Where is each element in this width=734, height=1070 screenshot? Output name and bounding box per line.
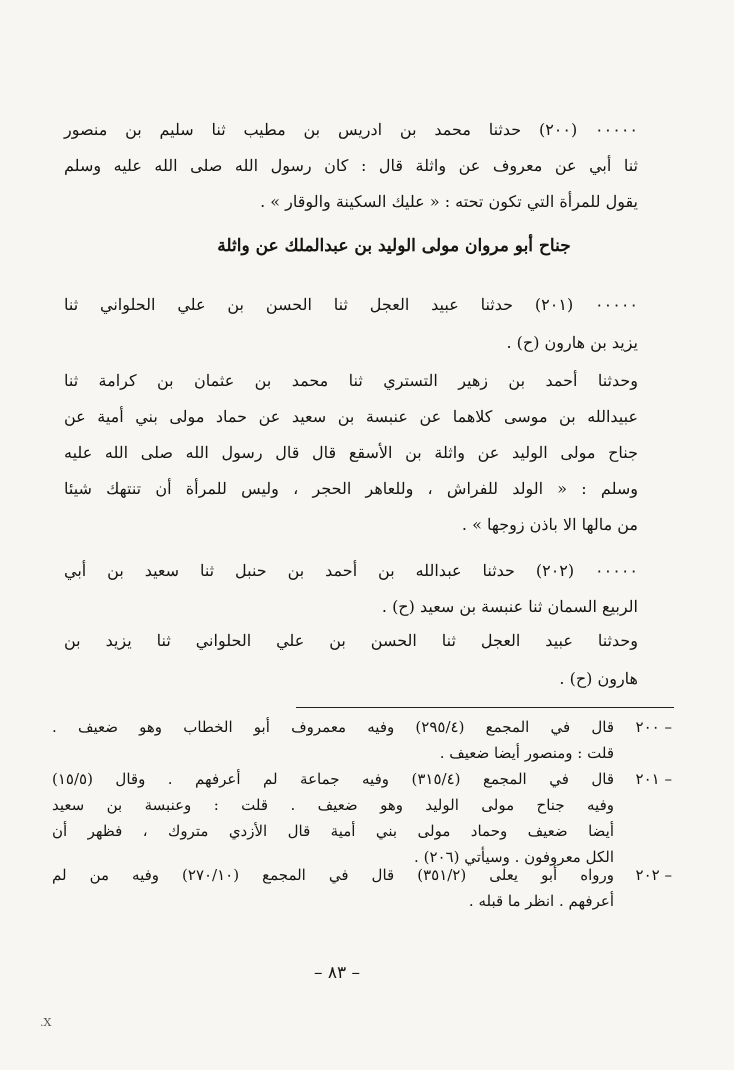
scan-mark: X. — [40, 1016, 52, 1029]
footnote-line: قال في المجمع (٢٩٥/٤) وفيه معمروف أبو الخطاب وهو ضعيف . — [52, 718, 614, 736]
text-line: يزيد بن هارون (ح) . — [506, 333, 638, 352]
footnote-number: ٢٠١ – — [635, 770, 672, 788]
page-number: – ٨٣ – — [313, 963, 361, 983]
text-line: وسلم : « الولد للفراش ، وللعاهر الحجر ، وليس للمرأة أن تنتهك شيئا — [64, 479, 638, 498]
text-line: من مالها الا باذن زوجها » . — [461, 515, 638, 534]
text-line: جناح مولى الوليد عن واثلة بن الأسقع قال قال رسول الله صلى الله عليه — [64, 443, 638, 462]
footnote-number: ٢٠٢ – — [635, 866, 672, 884]
footnote-line: وفيه جناح مولى الوليد وهو ضعيف . قلت : وعنبسة بن سعيد — [52, 796, 614, 814]
footnote-divider — [296, 707, 674, 708]
text-line: ٠٠٠٠٠ (٢٠٠) حدثنا محمد بن ادريس بن مطيب ثنا سليم بن منصور — [64, 120, 639, 139]
footnote-number: ٢٠٠ – — [635, 718, 672, 736]
text-line: وحدثنا أحمد بن زهير التستري ثنا محمد بن عثمان بن كرامة ثنا — [64, 371, 638, 390]
footnote-line: قال في المجمع (٣١٥/٤) وفيه جماعة لم أعرفهم . وقال (١٥/٥) — [52, 770, 614, 788]
section-heading: جناح أبو مروان مولى الوليد بن عبدالملك عن واثلة — [217, 236, 571, 256]
footnote-line: ورواه أبو يعلى (٣٥١/٢) قال في المجمع (٢٧٠/١٠) وفيه من لم — [52, 866, 614, 884]
text-line: ثنا أبي عن معروف عن واثلة قال : كان رسول الله صلى الله عليه وسلم — [64, 156, 639, 175]
footnote-line: أعرفهم . انظر ما قبله . — [468, 892, 614, 910]
text-line: عبيدالله بن موسى كلاهما عن عنبسة بن سعيد عن حماد مولى بني أمية عن — [64, 407, 638, 426]
text-line: ٠٠٠٠٠ (٢٠٢) حدثنا عبدالله بن أحمد بن حنبل ثنا سعيد بن أبي — [64, 561, 638, 580]
text-line: يقول للمرأة التي تكون تحته : « عليك السكينة والوقار » . — [260, 192, 638, 211]
text-line: هارون (ح) . — [559, 669, 638, 688]
footnote-line: قلت : ومنصور أيضا ضعيف . — [439, 744, 614, 762]
text-line: وحدثنا عبيد العجل ثنا الحسن بن علي الحلواني ثنا يزيد بن — [64, 631, 638, 650]
footnote-line: أيضا ضعيف وحماد مولى بني أمية قال الأزدي متروك ، فظهر أن — [52, 822, 614, 840]
text-line: ٠٠٠٠٠ (٢٠١) حدثنا عبيد العجل ثنا الحسن بن علي الحلواني ثنا — [64, 295, 639, 314]
footnote-line: الكل معروفون . وسيأتي (٢٠٦) . — [414, 848, 614, 866]
text-line: الربيع السمان ثنا عنبسة بن سعيد (ح) . — [381, 597, 638, 616]
